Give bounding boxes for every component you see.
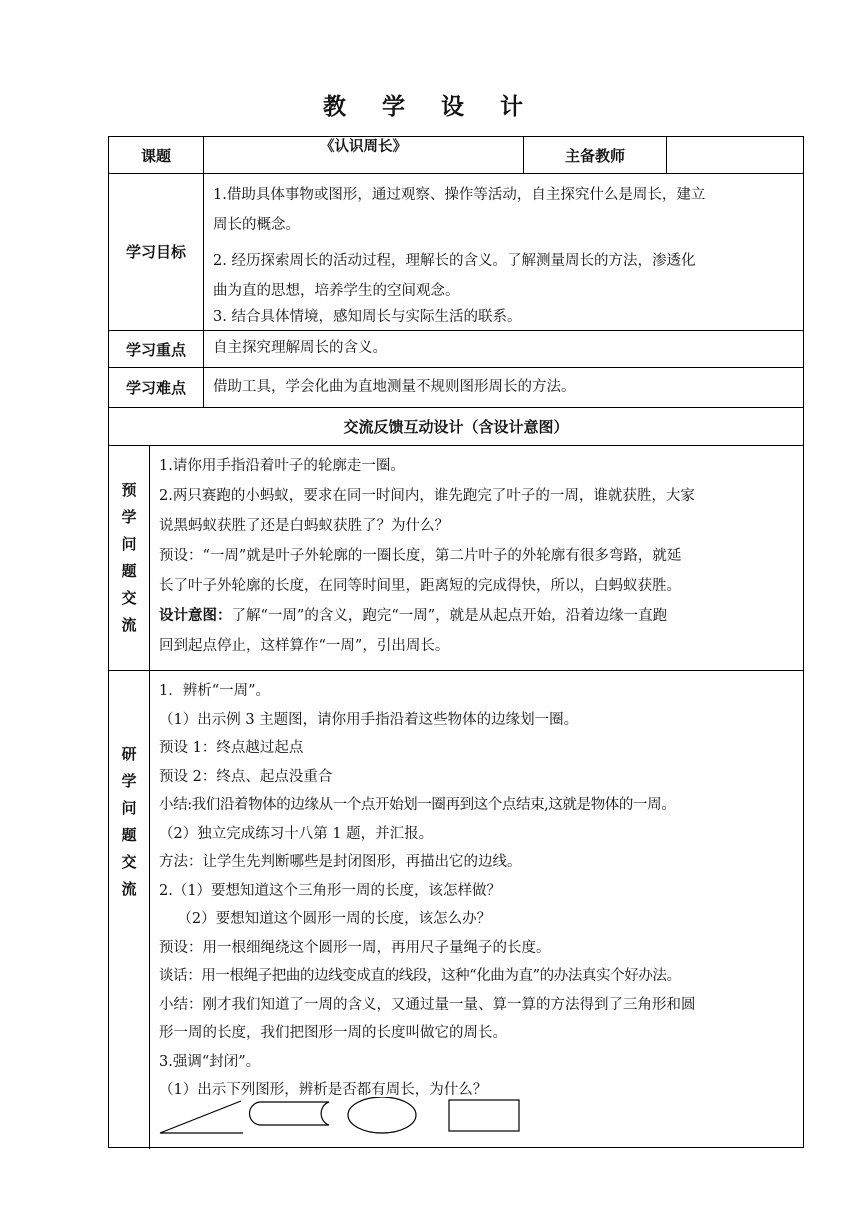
label-char: 问 xyxy=(121,799,137,817)
teacher-label: 主备教师 xyxy=(564,146,625,165)
research-line: 谈话：用一根绳子把曲的边线变成直的线段，这种“化曲为直”的办法真实个好办法。 xyxy=(159,968,681,984)
research-line: 预设：用一根细绳绕这个圆形一周，再用尺子量绳子的长度。 xyxy=(159,939,551,956)
preview-text xyxy=(159,451,803,661)
research-line: 预设 2：终点、起点没重合 xyxy=(159,768,333,785)
research-line: 形一周的长度，我们把图形一周的长度叫做它的周长。 xyxy=(159,1025,507,1041)
key-point-label: 学习重点 xyxy=(125,340,186,359)
label-char: 题 xyxy=(121,562,137,580)
research-line: 预设 1：终点越过起点 xyxy=(159,740,304,756)
label-char: 交 xyxy=(121,853,137,871)
research-text xyxy=(159,677,803,1105)
document-title: 教 学 设 计 xyxy=(322,94,538,120)
section-header: 交流反馈互动设计（含设计意图） xyxy=(343,418,569,436)
design-intent-text: 了解“一周”的含义，跑完“一周”，就是从起点开始，沿着边缘一直跑 xyxy=(231,608,668,624)
label-char: 交 xyxy=(121,589,137,607)
label-char: 问 xyxy=(121,535,137,553)
preview-line: 说黑蚂蚁获胜了还是白蚂蚁获胜了？为什么？ xyxy=(159,518,449,534)
research-line: （1）出示下列图形，辨析是否都有周长，为什么？ xyxy=(159,1082,488,1098)
broken-capsule-shape xyxy=(250,1102,330,1125)
research-line: （2）要想知道这个圆形一周的长度，该怎么办？ xyxy=(159,911,492,927)
label-char: 题 xyxy=(121,826,137,844)
research-line: （1）出示例 3 主题图，请你用手指沿着这些物体的边缘划一圈。 xyxy=(159,711,579,728)
label-char: 学 xyxy=(121,508,137,526)
key-point-text: 自主探究理解周长的含义。 xyxy=(213,340,387,356)
topic-value: 《认识周长》 xyxy=(320,139,407,155)
oval-shape xyxy=(348,1097,416,1133)
design-intent-label: 设计意图： xyxy=(159,608,232,624)
teacher-value xyxy=(667,137,803,173)
objective-line: 2. 经历探索周长的活动过程，理解长的含义。了解测量周长的方法，渗透化 xyxy=(213,253,696,269)
research-line: 1．辨析“一周”。 xyxy=(159,683,271,699)
label-char: 研 xyxy=(121,745,137,763)
research-line: 2.（1）要想知道这个三角形一周的长度，该怎样做？ xyxy=(159,882,502,899)
topic-label: 课题 xyxy=(140,146,171,165)
preview-line: 预设：“一周”就是叶子外轮廓的一圈长度，第二片叶子的外轮廓有很多弯路，就延 xyxy=(159,548,682,564)
preview-line: 长了叶子外轮廓的长度，在同等时间里，距离短的完成得快，所以，白蚂蚁获胜。 xyxy=(159,578,681,594)
preview-line: 1.请你用手指沿着叶子的轮廓走一圈。 xyxy=(159,458,405,474)
label-char: 学 xyxy=(121,772,137,790)
research-line: 小结：刚才我们知道了一周的含义，又通过量一量、算一算的方法得到了三角形和圆 xyxy=(159,996,696,1013)
lesson-table xyxy=(108,136,804,1148)
objectives-label: 学习目标 xyxy=(125,243,186,261)
difficulty-label: 学习难点 xyxy=(125,379,186,397)
shapes-illustration xyxy=(157,1097,537,1137)
label-char: 预 xyxy=(121,481,137,499)
research-line: 方法：让学生先判断哪些是封闭图形，再描出它的边线。 xyxy=(159,854,522,870)
preview-line: 2.两只赛跑的小蚂蚁，要求在同一时间内，谁先跑完了叶子的一周，谁就获胜，大家 xyxy=(159,488,695,504)
objective-line: 周长的概念。 xyxy=(213,217,300,233)
research-line: 3.强调“封闭”。 xyxy=(159,1053,261,1070)
objective-line: 1.借助具体事物或图形，通过观察、操作等活动，自主探究什么是周长，建立 xyxy=(213,187,706,203)
objectives-text xyxy=(213,180,803,328)
label-char: 流 xyxy=(121,616,137,634)
preview-label xyxy=(109,446,149,670)
rectangle-shape xyxy=(449,1100,519,1131)
research-line: 小结:我们沿着物体的边缘从一个点开始划一圈再到这个点结束,这就是物体的一周。 xyxy=(159,797,676,813)
research-label xyxy=(109,671,149,1149)
objective-line: 3. 结合具体情境，感知周长与实际生活的联系。 xyxy=(213,309,522,325)
open-angle-shape xyxy=(160,1101,243,1133)
research-line: （2）独立完成练习十八第 1 题，并汇报。 xyxy=(159,825,434,842)
label-char: 流 xyxy=(121,880,137,898)
objective-line: 曲为直的思想，培养学生的空间观念。 xyxy=(213,283,460,299)
design-intent-line xyxy=(159,601,803,631)
design-intent-line: 回到起点停止，这样算作“一周”，引出周长。 xyxy=(159,638,450,654)
difficulty-text: 借助工具，学会化曲为直地测量不规则图形周长的方法。 xyxy=(213,379,576,395)
